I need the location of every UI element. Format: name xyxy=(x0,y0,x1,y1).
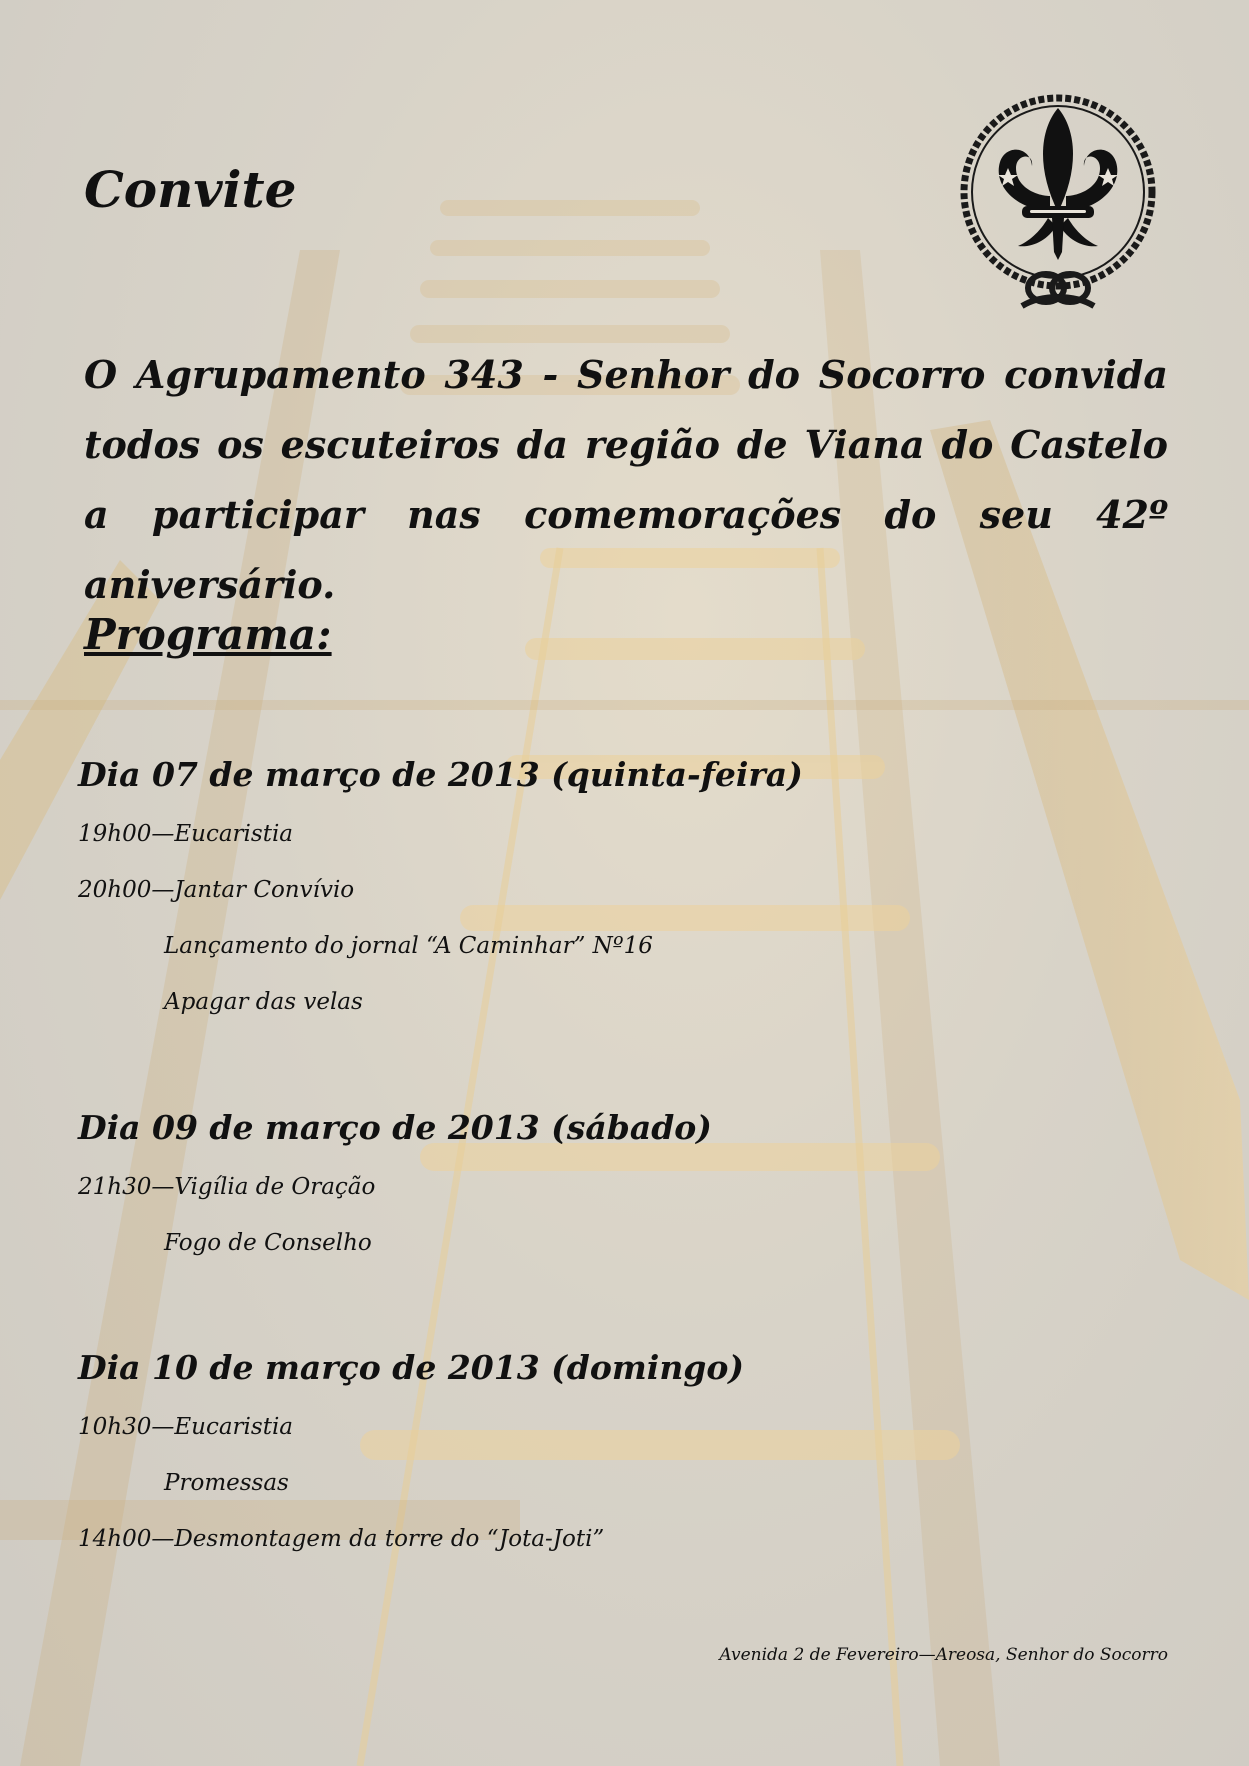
invitation-title: Convite xyxy=(84,160,297,219)
day-title: Dia 10 de março de 2013 (domingo) xyxy=(78,1348,745,1387)
day-title: Dia 09 de março de 2013 (sábado) xyxy=(78,1108,712,1147)
event-item: 10h30—Eucaristia xyxy=(78,1414,294,1440)
program-heading: Programa: xyxy=(84,610,332,659)
event-item: 21h30—Vigília de Oração xyxy=(78,1174,376,1200)
event-item: Lançamento do jornal “A Caminhar” Nº16 xyxy=(164,933,653,959)
day-title: Dia 07 de março de 2013 (quinta-feira) xyxy=(78,755,803,794)
event-item: 19h00—Eucaristia xyxy=(78,821,294,847)
event-item: 20h00—Jantar Convívio xyxy=(78,877,355,903)
event-item: Promessas xyxy=(164,1470,289,1496)
day-section xyxy=(78,1108,1178,1271)
event-item: Apagar das velas xyxy=(164,989,363,1015)
event-item: 14h00—Desmontagem da torre do “Jota-Joti” xyxy=(78,1526,605,1552)
event-item: Fogo de Conselho xyxy=(164,1230,372,1256)
day-section xyxy=(78,1348,1178,1567)
scout-fleur-de-lis-emblem-icon xyxy=(952,92,1164,324)
invitation-intro-text: O Agrupamento 343 - Senhor do Socorro convida todos os escuteiros da região de Viana do Castelo a participar nas comemorações do seu 42º aniversário. xyxy=(84,352,1168,607)
day-section xyxy=(78,755,1178,1030)
footer-address: Avenida 2 de Fevereiro—Areosa, Senhor do Socorro xyxy=(719,1645,1168,1665)
